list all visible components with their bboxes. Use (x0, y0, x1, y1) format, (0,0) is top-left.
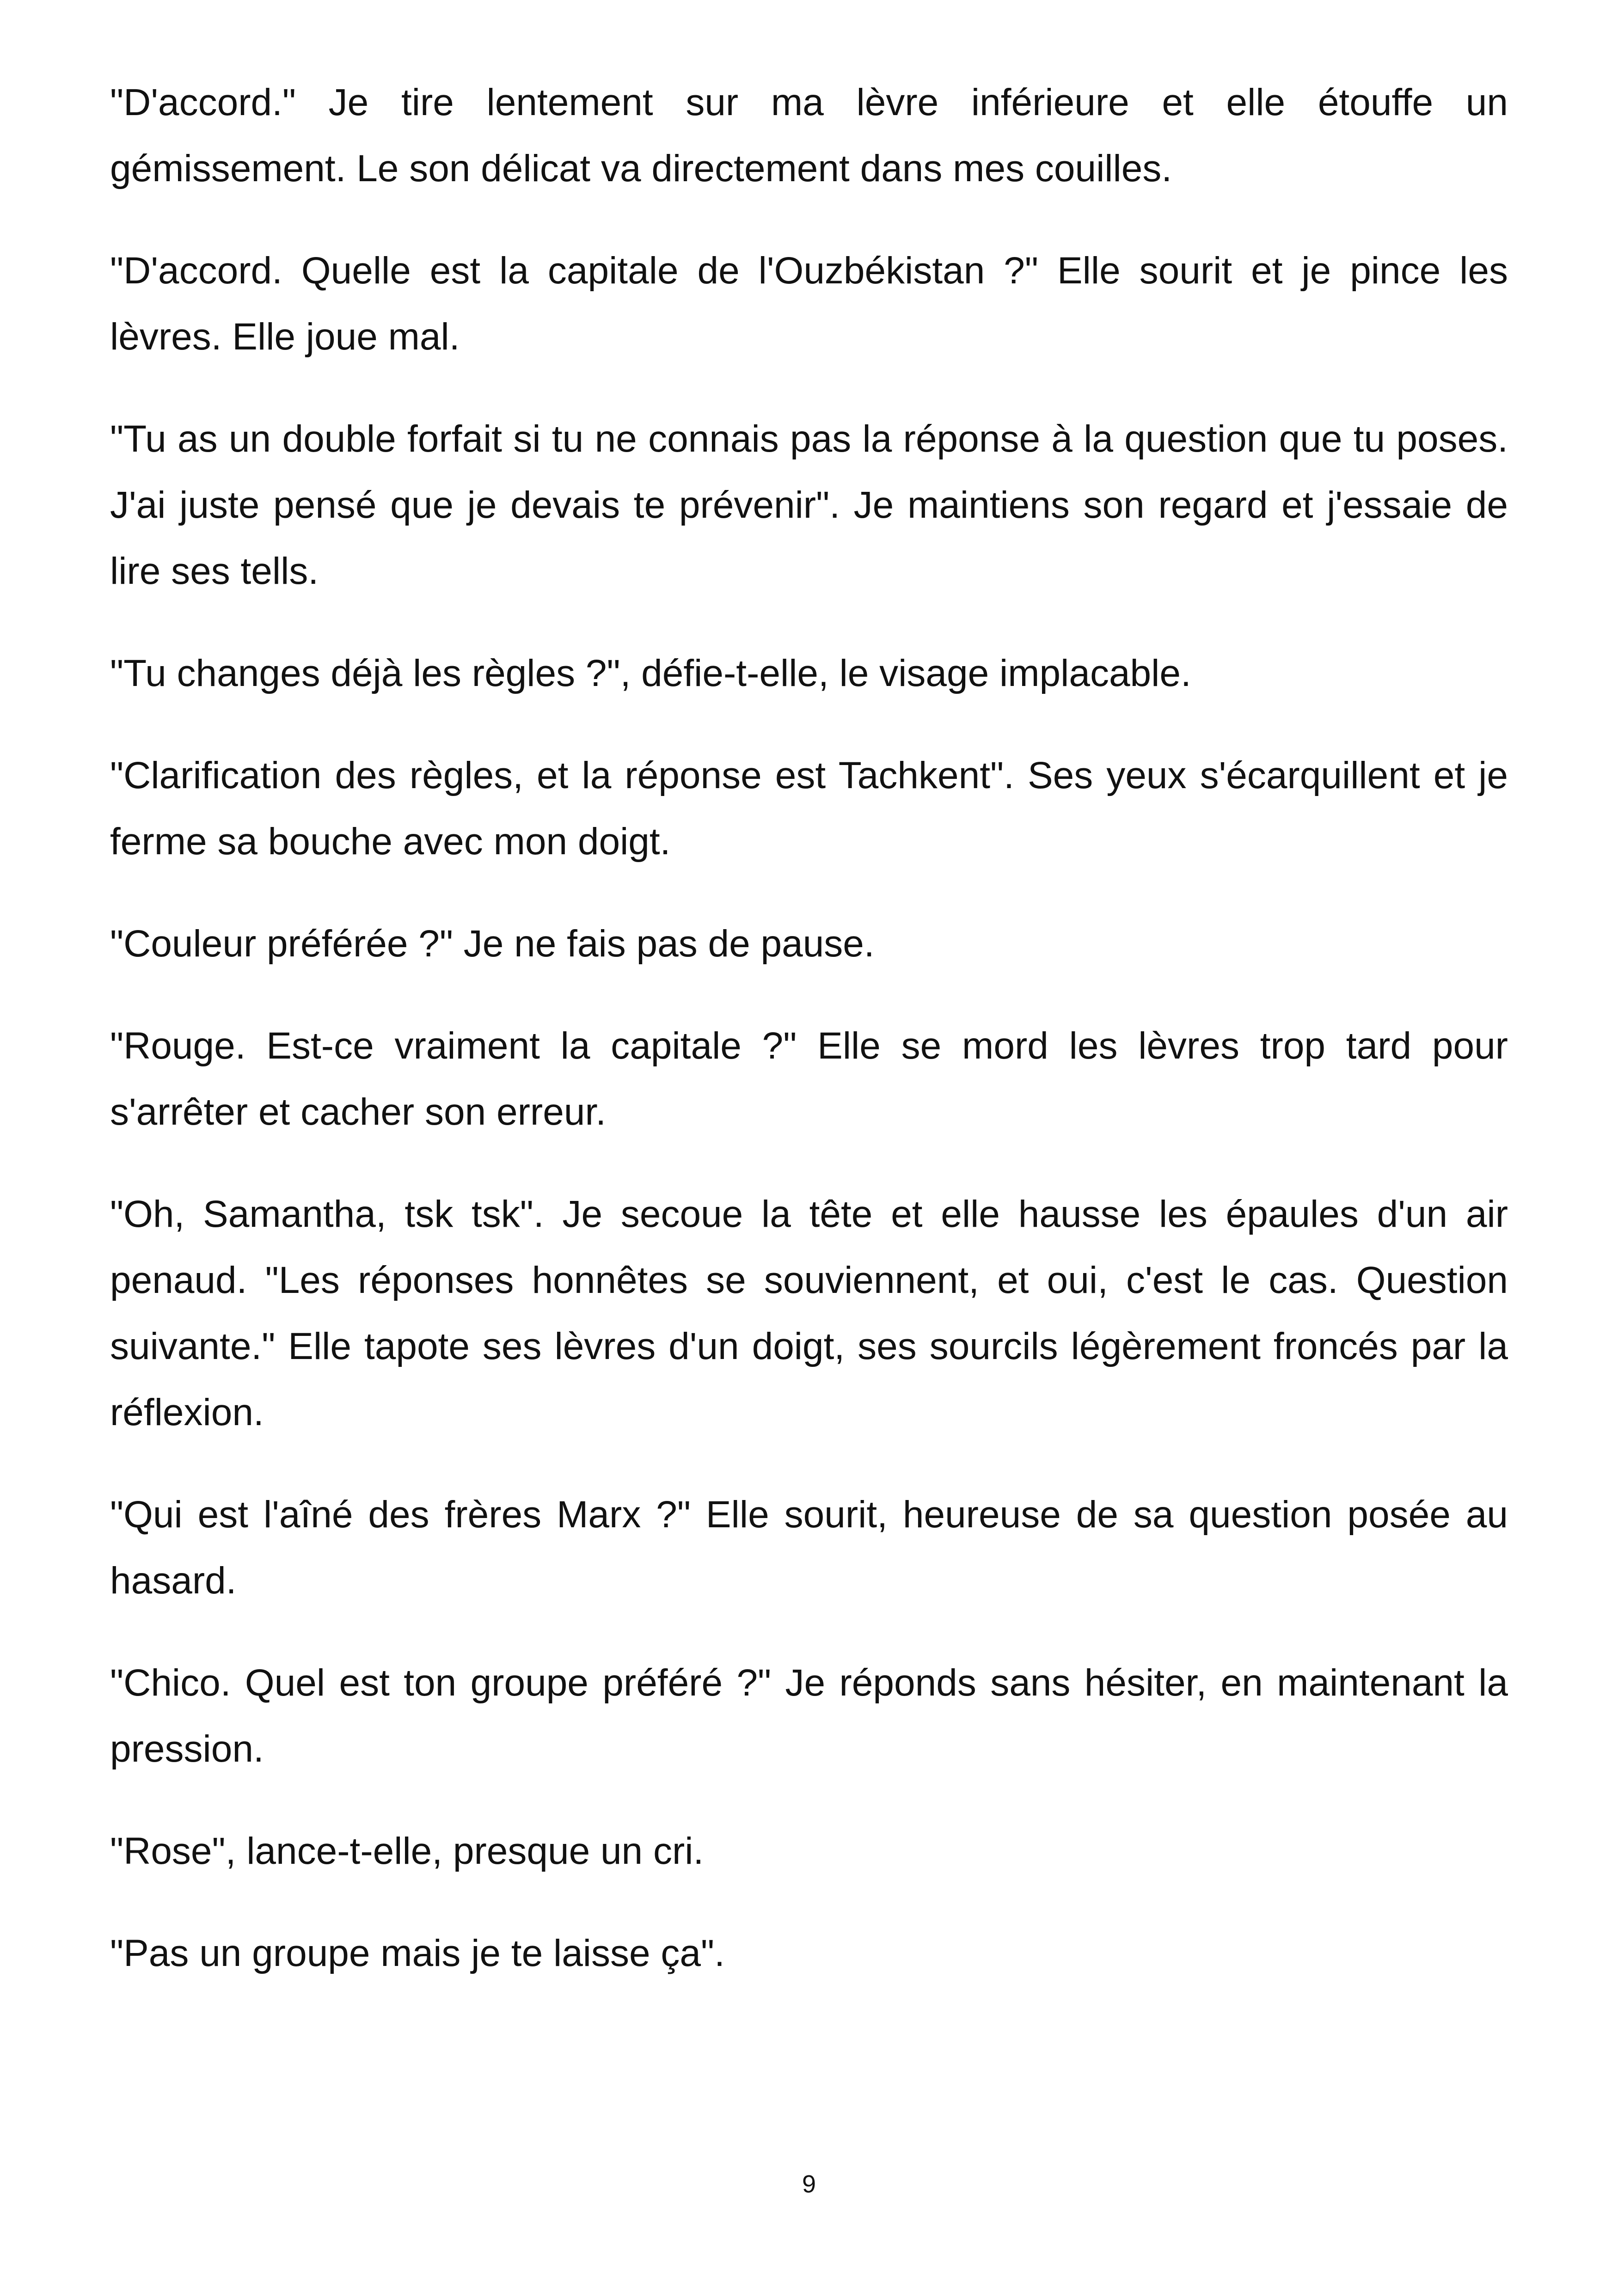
paragraph: "Pas un groupe mais je te laisse ça". (110, 1932, 725, 1974)
paragraph: "Rouge. Est-ce vraiment la capitale ?" Elle se mord les lèvres trop tard pour s'arrêter et cacher son erreur. (110, 1025, 1508, 1133)
paragraph: "Oh, Samantha, tsk tsk". Je secoue la tête et elle hausse les épaules d'un air penaud. "Les réponses honnêtes se souviennent, et oui, c'est le cas. Question suivante." Elle tapote ses lèvres d'un doigt, ses sourcils légèrement froncés par la réflexion. (110, 1193, 1508, 1433)
paragraph: "D'accord." Je tire lentement sur ma lèvre inférieure et elle étouffe un gémissement. Le son délicat va directement dans mes couilles. (110, 81, 1508, 190)
page-number: 9 (802, 2170, 816, 2198)
paragraph: "Chico. Quel est ton groupe préféré ?" Je réponds sans hésiter, en maintenant la pression. (110, 1662, 1508, 1770)
paragraph: "Rose", lance-t-elle, presque un cri. (110, 1830, 704, 1872)
paragraph: "D'accord. Quelle est la capitale de l'Ouzbékistan ?" Elle sourit et je pince les lèvres. Elle joue mal. (110, 250, 1508, 358)
paragraph: "Tu changes déjà les règles ?", défie-t-elle, le visage implacable. (110, 652, 1191, 694)
paragraph: "Clarification des règles, et la réponse est Tachkent". Ses yeux s'écarquillent et je ferme sa bouche avec mon doigt. (110, 754, 1508, 863)
paragraph: "Couleur préférée ?" Je ne fais pas de pause. (110, 923, 875, 965)
body-text (110, 69, 1508, 2022)
paragraph: "Tu as un double forfait si tu ne connais pas la réponse à la question que tu poses. J'ai juste pensé que je devais te prévenir". Je maintiens son regard et j'essaie de lire ses tells. (110, 418, 1508, 592)
paragraph: "Qui est l'aîné des frères Marx ?" Elle sourit, heureuse de sa question posée au hasard. (110, 1494, 1508, 1602)
